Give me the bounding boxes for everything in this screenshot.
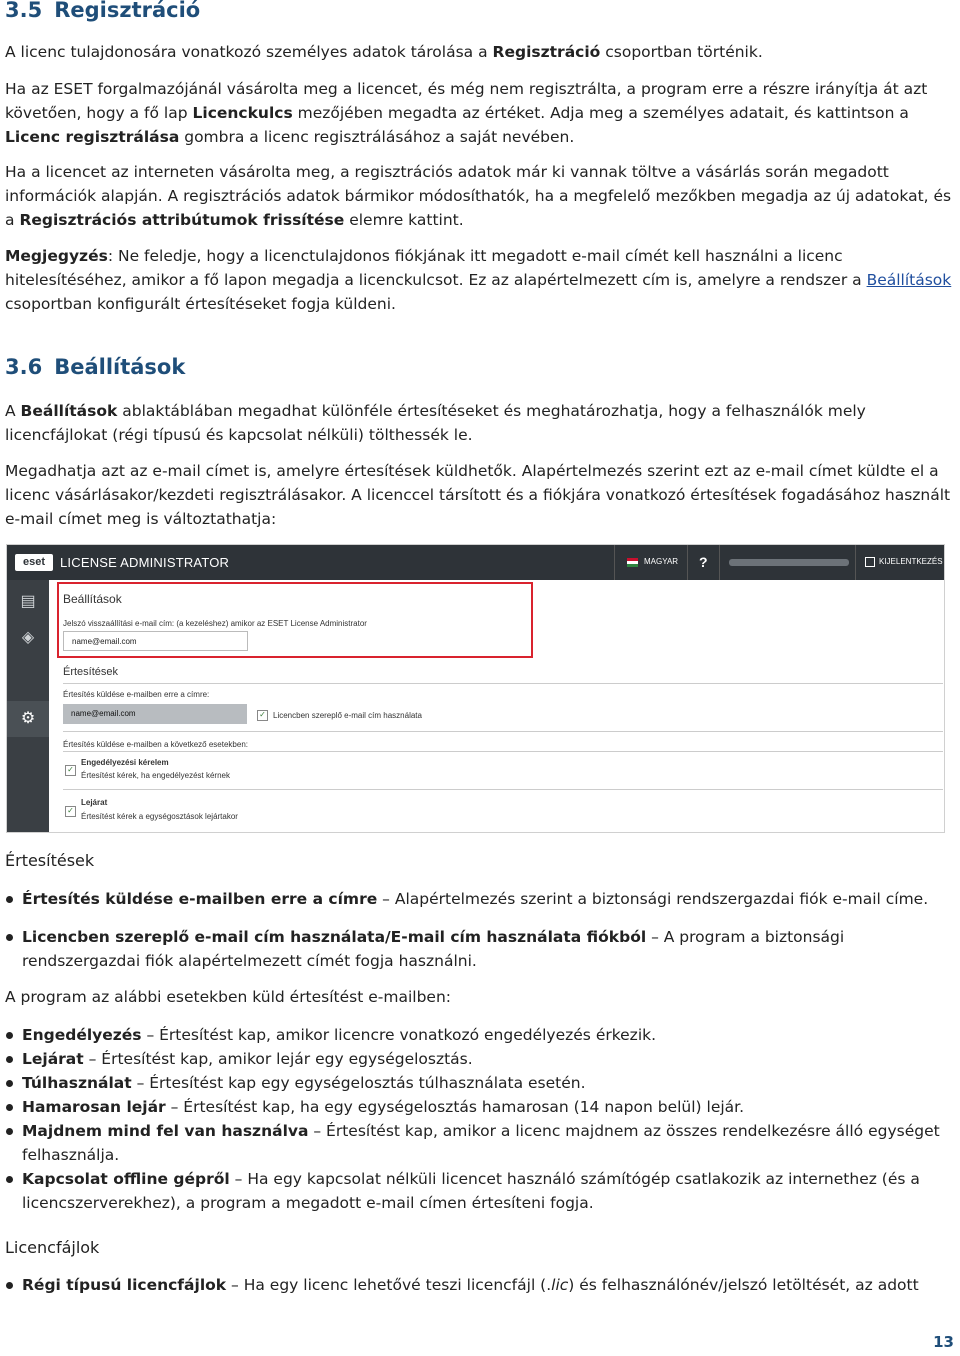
authorization-desc: Értesítést kérek, ha engedélyezést kérnek: [81, 771, 230, 780]
list-item: Régi típusú licencfájlok – Ha egy licenc lehetővé teszi licencfájl (.lic) és felhasználónév/jelszó letöltését, az adott: [5, 1273, 940, 1297]
flag-icon: [627, 558, 638, 567]
registration-paragraph-3: Ha a licencet az interneten vásárolta meg, a regisztrációs adatok már ki vannak töltve a vásárlás során megadott információk alapján. A regisztrációs adatok bármikor módosíthatók, ha a megfelelő mezőkben megadja az új adatokat, és a Regisztrációs attribútumok frissítése elemre kattint.: [5, 163, 952, 229]
app-title: LICENSE ADMINISTRATOR: [60, 555, 230, 570]
eset-logo: eset: [15, 554, 53, 571]
list-item: Túlhasználat – Értesítést kap egy egységelosztás túlhasználata esetén.: [5, 1071, 940, 1095]
use-license-email-label: Licencben szereplő e-mail cím használata: [273, 711, 422, 720]
list-item: Licencben szereplő e-mail cím használata/E-mail cím használata fiókból – A program a biztonsági rendszergazdai fiók alapértelmezett címét fogja használni.: [5, 925, 940, 973]
authorization-checkbox[interactable]: ✓: [65, 765, 76, 776]
language-selector[interactable]: MAGYAR: [644, 557, 679, 566]
app-topbar: [7, 545, 944, 580]
section-heading-settings: 3.6 Beállítások: [5, 355, 186, 379]
recovery-email-label: Jelszó visszaállítási e-mail cím: (a kezeléshez) amikor az ESET License Administrator: [63, 619, 367, 628]
list-item: Kapcsolat offline gépről – Ha egy kapcsolat nélküli licencet használó számítógép csatlakozik az internethez (és a licencszerverekhez), a program a megadott e-mail címen értesíteni fogja.: [5, 1167, 940, 1215]
section-heading-registration: 3.5 Regisztráció: [5, 0, 201, 22]
list-item: Engedélyezés – Értesítést kap, amikor licencre vonatkozó engedélyezés érkezik.: [5, 1023, 940, 1047]
send-cases-label: Értesítés küldése e-mailben a következő esetekben:: [63, 740, 248, 749]
blurred-account: [729, 559, 849, 566]
help-button[interactable]: ?: [699, 554, 708, 570]
notifications-title: Értesítések: [63, 666, 119, 678]
settings-screenshot: [6, 544, 945, 833]
recovery-email-input[interactable]: name@email.com: [63, 631, 248, 651]
use-license-email-checkbox[interactable]: ✓: [257, 710, 268, 721]
logout-icon: [865, 557, 875, 567]
list-item: Hamarosan lejár – Értesítést kap, ha egy egységelosztás hamarosan (14 napon belül) lejár.: [5, 1095, 940, 1119]
notifications-heading: Értesítések: [5, 851, 95, 870]
registration-note: Megjegyzés: Ne feledje, hogy a licenctulajdonos fiókjának itt megadott e-mail címét kell használni a licenc hitelesítéséhez, amikor a fő lapon megadja a licenckulcsot. Ez az alapértelmezett cím is, amelyre a rendszer a Beállítások csoportban konfigurált értesítéseket fogja küldeni.: [5, 247, 952, 313]
notification-cases-list: [5, 1023, 940, 1215]
send-to-label: Értesítés küldése e-mailben erre a címre:: [63, 690, 210, 699]
list-item: Értesítés küldése e-mailben erre a címre – Alapértelmezés szerint a biztonsági rendszergazdai fiók e-mail címe.: [5, 887, 940, 911]
list-item: Majdnem mind fel van használva – Értesítést kap, amikor a licenc majdnem az összes rendelkezésre álló egységet felhasználja.: [5, 1119, 940, 1167]
expiration-checkbox[interactable]: ✓: [65, 806, 76, 817]
settings-paragraph-1: A Beállítások ablaktáblában megadhat különféle értesítéseket és meghatározhatja, hogy a felhasználók mely licencfájlokat (régi típusú és kapcsolat nélküli) tölthessék le.: [5, 402, 866, 444]
settings-link[interactable]: Beállítások: [866, 271, 952, 289]
registration-paragraph-1: A licenc tulajdonosára vonatkozó személyes adatok tárolása a Regisztráció csoportban történik.: [5, 43, 763, 61]
page-number: 13: [933, 1333, 954, 1351]
sidebar-activity-icon[interactable]: ◈: [21, 629, 35, 646]
notifications-setting-list: [5, 887, 940, 973]
expiration-desc: Értesítést kérek a egységosztások lejártakor: [81, 812, 238, 821]
license-files-list: [5, 1273, 940, 1297]
registration-paragraph-2: Ha az ESET forgalmazójánál vásárolta meg a licencet, és még nem regisztrálta, a program erre a részre irányítja át azt követően, hogy a fő lap Licenckulcs mezőjében megadta az értéket. Adja meg a személyes adatait, és kattintson a Licenc regisztrálása gombra a licenc regisztrálásához a saját nevében.: [5, 80, 928, 146]
list-item: Lejárat – Értesítést kap, amikor lejár egy egységelosztás.: [5, 1047, 940, 1071]
app-sidebar: [7, 580, 49, 832]
authorization-title: Engedélyezési kérelem: [81, 758, 169, 767]
settings-paragraph-2: Megadhatja azt az e-mail címet is, amelyre értesítések küldhetők. Alapértelmezés szerint ezt az e-mail címet küldte el a licenc vásárlásakor/kezdeti regisztrálásakor. A licenccel társított és a fiókjára vonatkozó értesítések fogadásához használt e-mail címet meg is változtathatja:: [5, 462, 951, 528]
license-files-heading: Licencfájlok: [5, 1238, 100, 1257]
panel-title: Beállítások: [63, 592, 122, 606]
sidebar-licenses-icon[interactable]: ▤: [20, 593, 36, 610]
logout-button[interactable]: KIJELENTKEZÉS: [879, 557, 943, 566]
sidebar-settings-gear-icon[interactable]: ⚙: [7, 701, 49, 737]
notifications-intro: A program az alábbi esetekben küld értesítést e-mailben:: [5, 988, 452, 1006]
expiration-title: Lejárat: [81, 798, 108, 807]
send-to-email-input[interactable]: name@email.com: [63, 704, 247, 724]
